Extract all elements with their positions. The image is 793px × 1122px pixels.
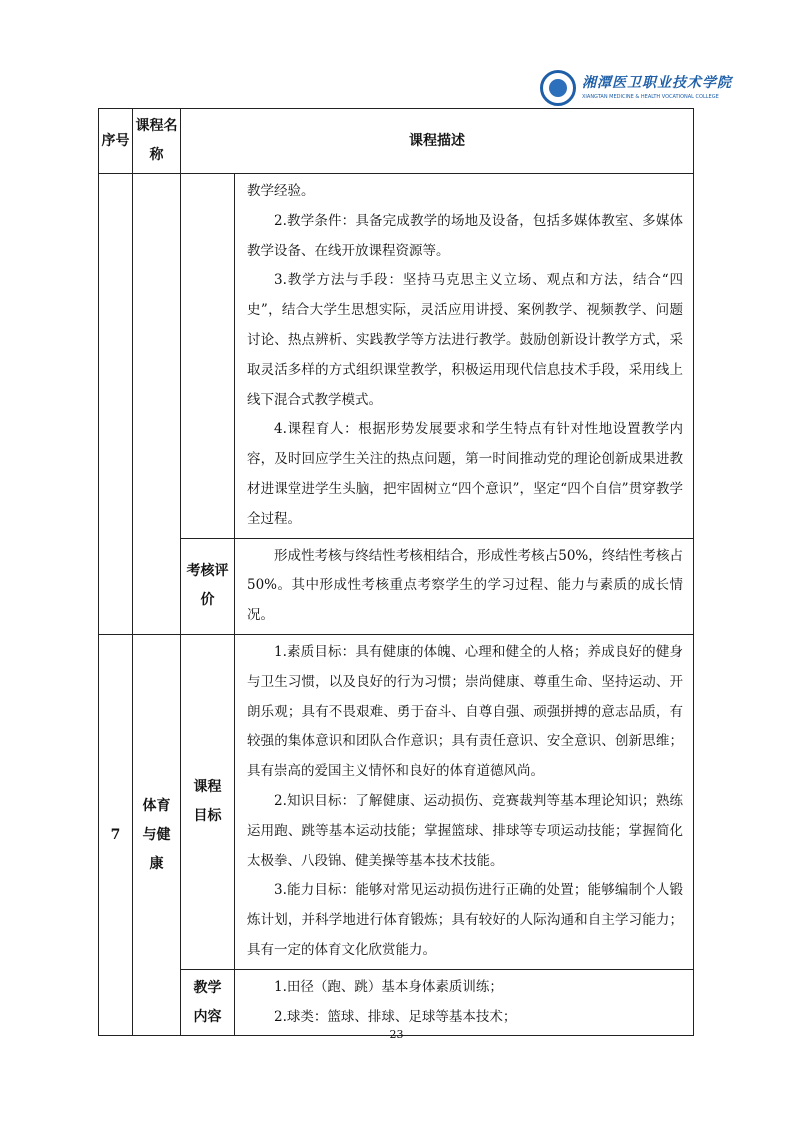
desc-paragraph: 1.田径（跑、跳）基本身体素质训练；	[274, 978, 503, 995]
desc-paragraph: 形成性考核与终结性考核相结合，形成性考核占50%，终结性考核占50%。其中形成性考核重点考察学生的学习过程、能力与素质的成长情况。	[247, 547, 683, 624]
table-row	[99, 634, 694, 969]
row7-name: 体育与健康	[133, 634, 181, 1035]
header-desc: 课程描述	[181, 109, 694, 174]
page-number: 23	[389, 1028, 404, 1041]
header-row	[99, 109, 694, 174]
desc-paragraph: 2.球类：篮球、排球、足球等基本技术；	[274, 1008, 517, 1025]
desc-paragraph: 2.知识目标：了解健康、运动损伤、竞赛裁判等基本理论知识；熟练运用跑、跳等基本运动技能；掌握篮球、排球等专项运动技能；掌握简化太极拳、八段锦、健美操等基本技术技能。	[247, 792, 683, 869]
prev-name-cell	[133, 174, 181, 635]
header-seq: 序号	[99, 109, 133, 174]
college-logo	[540, 70, 732, 110]
prev-label-cell	[181, 174, 235, 539]
college-emblem-icon	[540, 70, 576, 106]
goals-label: 课程目标	[181, 634, 235, 969]
table-row	[99, 969, 694, 1036]
desc-paragraph: 4.课程育人：根据形势发展要求和学生特点有针对性地设置教学内容，及时回应学生关注的热点问题，第一时间推动党的理论创新成果进教材进课堂进学生头脑，把牢固树立“四个意识”，坚定“四个自信”贯穿教学全过程。	[247, 421, 683, 527]
desc-paragraph: 教学经验。	[247, 183, 315, 199]
logo-subtitle: XIANGTAN MEDICINE & HEALTH VOCATIONAL COLLEGE	[582, 94, 719, 100]
table-row	[99, 174, 694, 539]
logo-title: 湘潭医卫职业技术学院	[582, 75, 732, 91]
prev-method-cell	[235, 174, 694, 539]
assessment-cell	[235, 538, 694, 634]
goals-cell	[235, 634, 694, 969]
desc-paragraph: 3.教学方法与手段：坚持马克思主义立场、观点和方法，结合“四史”，结合大学生思想实际，灵活应用讲授、案例教学、视频教学、问题讨论、热点辨析、实践教学等方法进行教学。鼓励创新设计教学方式，采取灵活多样的方式组织课堂教学，积极运用现代信息技术手段，采用线上线下混合式教学模式。	[247, 272, 683, 408]
desc-paragraph: 3.能力目标：能够对常见运动损伤进行正确的处置；能够编制个人锻炼计划，并科学地进行体育锻炼；具有较好的人际沟通和自主学习能力；具有一定的体育文化欣赏能力。	[247, 882, 683, 958]
header-name: 课程名称	[133, 109, 181, 174]
prev-seq-cell	[99, 174, 133, 635]
content-cell	[235, 969, 694, 1036]
assessment-label: 考核评价	[181, 538, 235, 634]
desc-paragraph: 1.素质目标：具有健康的体魄、心理和健全的人格；养成良好的健身与卫生习惯，以及良好的行为习惯；崇尚健康、尊重生命、坚持运动、开朗乐观；具有不畏艰难、勇于奋斗、自尊自强、顽强拼搏的意志品质，有较强的集体意识和团队合作意识；具有责任意识、安全意识、创新思维；具有崇高的爱国主义情怀和良好的体育道德风尚。	[247, 643, 683, 780]
desc-paragraph: 2.教学条件：具备完成教学的场地及设备，包括多媒体教室、多媒体教学设备、在线开放课程资源等。	[247, 212, 683, 259]
content-label: 教学内容	[181, 969, 235, 1036]
row7-seq: 7	[99, 634, 133, 1035]
course-table	[98, 108, 694, 1036]
table-row	[99, 538, 694, 634]
